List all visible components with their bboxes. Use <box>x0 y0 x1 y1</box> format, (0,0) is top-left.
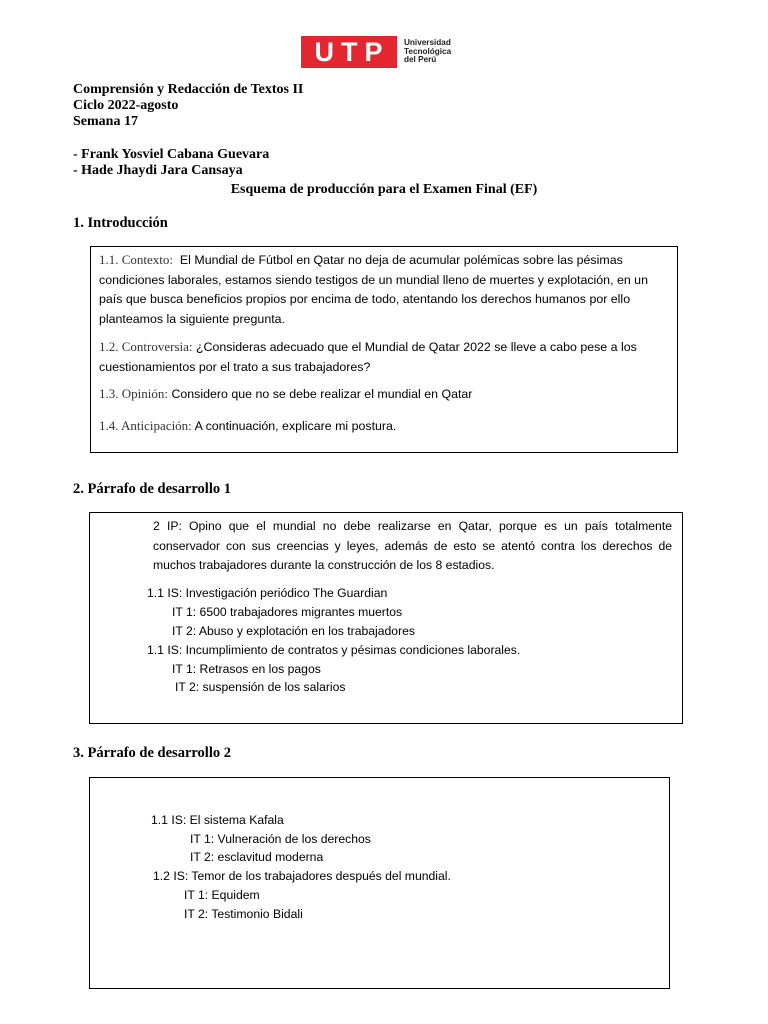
opinion-paragraph <box>99 384 669 405</box>
anticipation-text: A continuación, explicare mi postura. <box>194 419 397 433</box>
s3-is-2-it-1: IT 1: Equidem <box>184 888 260 902</box>
s3-is-1-it-1: IT 1: Vulneración de los derechos <box>190 832 371 846</box>
section-1-heading: 1. Introducción <box>73 215 168 231</box>
cycle: Ciclo 2022-agosto <box>73 98 179 113</box>
controversy-text: ¿Consideras adecuado que el Mundial de Qatar 2022 se lleve a cabo pese a los cuestionamientos por el trato a sus trabajadores? <box>99 340 637 374</box>
context-paragraph <box>99 250 663 329</box>
author-2: - Hade Jhaydi Jara Cansaya <box>73 163 243 178</box>
s3-is-1-it-2: IT 2: esclavitud moderna <box>190 850 324 864</box>
is-1: 1.1 IS: Investigación periódico The Guardian <box>147 586 388 600</box>
controversy-label: 1.2. Controversia: <box>99 339 193 354</box>
section-2-heading: 2. Párrafo de desarrollo 1 <box>73 481 231 497</box>
introduction-box <box>90 246 678 453</box>
course-name: Comprensión y Redacción de Textos II <box>73 82 304 97</box>
is-1-it-2: IT 2: Abuso y explotación en los trabajadores <box>172 624 415 638</box>
development-1-box <box>89 512 683 724</box>
logo-line-1: Universidad <box>404 38 451 48</box>
utp-logo <box>301 36 451 68</box>
anticipation-paragraph <box>99 416 669 437</box>
logo-line-2: Tecnológica <box>404 46 452 56</box>
logo-line-3: del Perú <box>404 55 437 65</box>
week: Semana 17 <box>73 114 138 129</box>
anticipation-label: 1.4. Anticipación: <box>99 418 192 433</box>
s3-is-2-it-2: IT 2: Testimonio Bidali <box>184 907 303 921</box>
is-2-it-2: IT 2: suspensión de los salarios <box>175 680 346 694</box>
development-2-box <box>89 777 670 989</box>
opinion-text: Considero que no se debe realizar el mundial en Qatar <box>171 387 473 401</box>
opinion-label: 1.3. Opinión: <box>99 386 168 401</box>
section-3-heading: 3. Párrafo de desarrollo 2 <box>73 745 231 761</box>
controversy-paragraph <box>99 337 669 377</box>
is-2-it-1: IT 1: Retrasos en los pagos <box>172 662 321 676</box>
is-1-it-1: IT 1: 6500 trabajadores migrantes muertos <box>172 605 403 619</box>
context-label: 1.1. Contexto: <box>99 252 174 267</box>
logo-mark: UTP <box>301 36 397 68</box>
author-1: - Frank Yosviel Cabana Guevara <box>73 147 270 162</box>
document-title: Esquema de producción para el Examen Final (EF) <box>230 182 538 197</box>
is-2: 1.1 IS: Incumplimiento de contratos y pésimas condiciones laborales. <box>147 643 521 657</box>
logo-text <box>404 39 451 65</box>
context-text: El Mundial de Fútbol en Qatar no deja de acumular polémicas sobre las pésimas condiciones laborales, estamos siendo testigos de un mundial lleno de muertes y explotación, en un país que busca beneficios propios por encima de todo, atentando los derechos humanos por ello planteamos la siguiente pregunta. <box>99 253 648 326</box>
ip-paragraph: 2 IP: Opino que el mundial no debe realizarse en Qatar, porque es un país totalmente conservador con sus creencias y leyes, además de esto se atentó contra los derechos de muchos trabajadores durante la construcción de los 8 estadios. <box>153 519 672 572</box>
s3-is-2: 1.2 IS: Temor de los trabajadores después del mundial. <box>153 869 451 883</box>
s3-is-1: 1.1 IS: El sistema Kafala <box>151 813 284 827</box>
